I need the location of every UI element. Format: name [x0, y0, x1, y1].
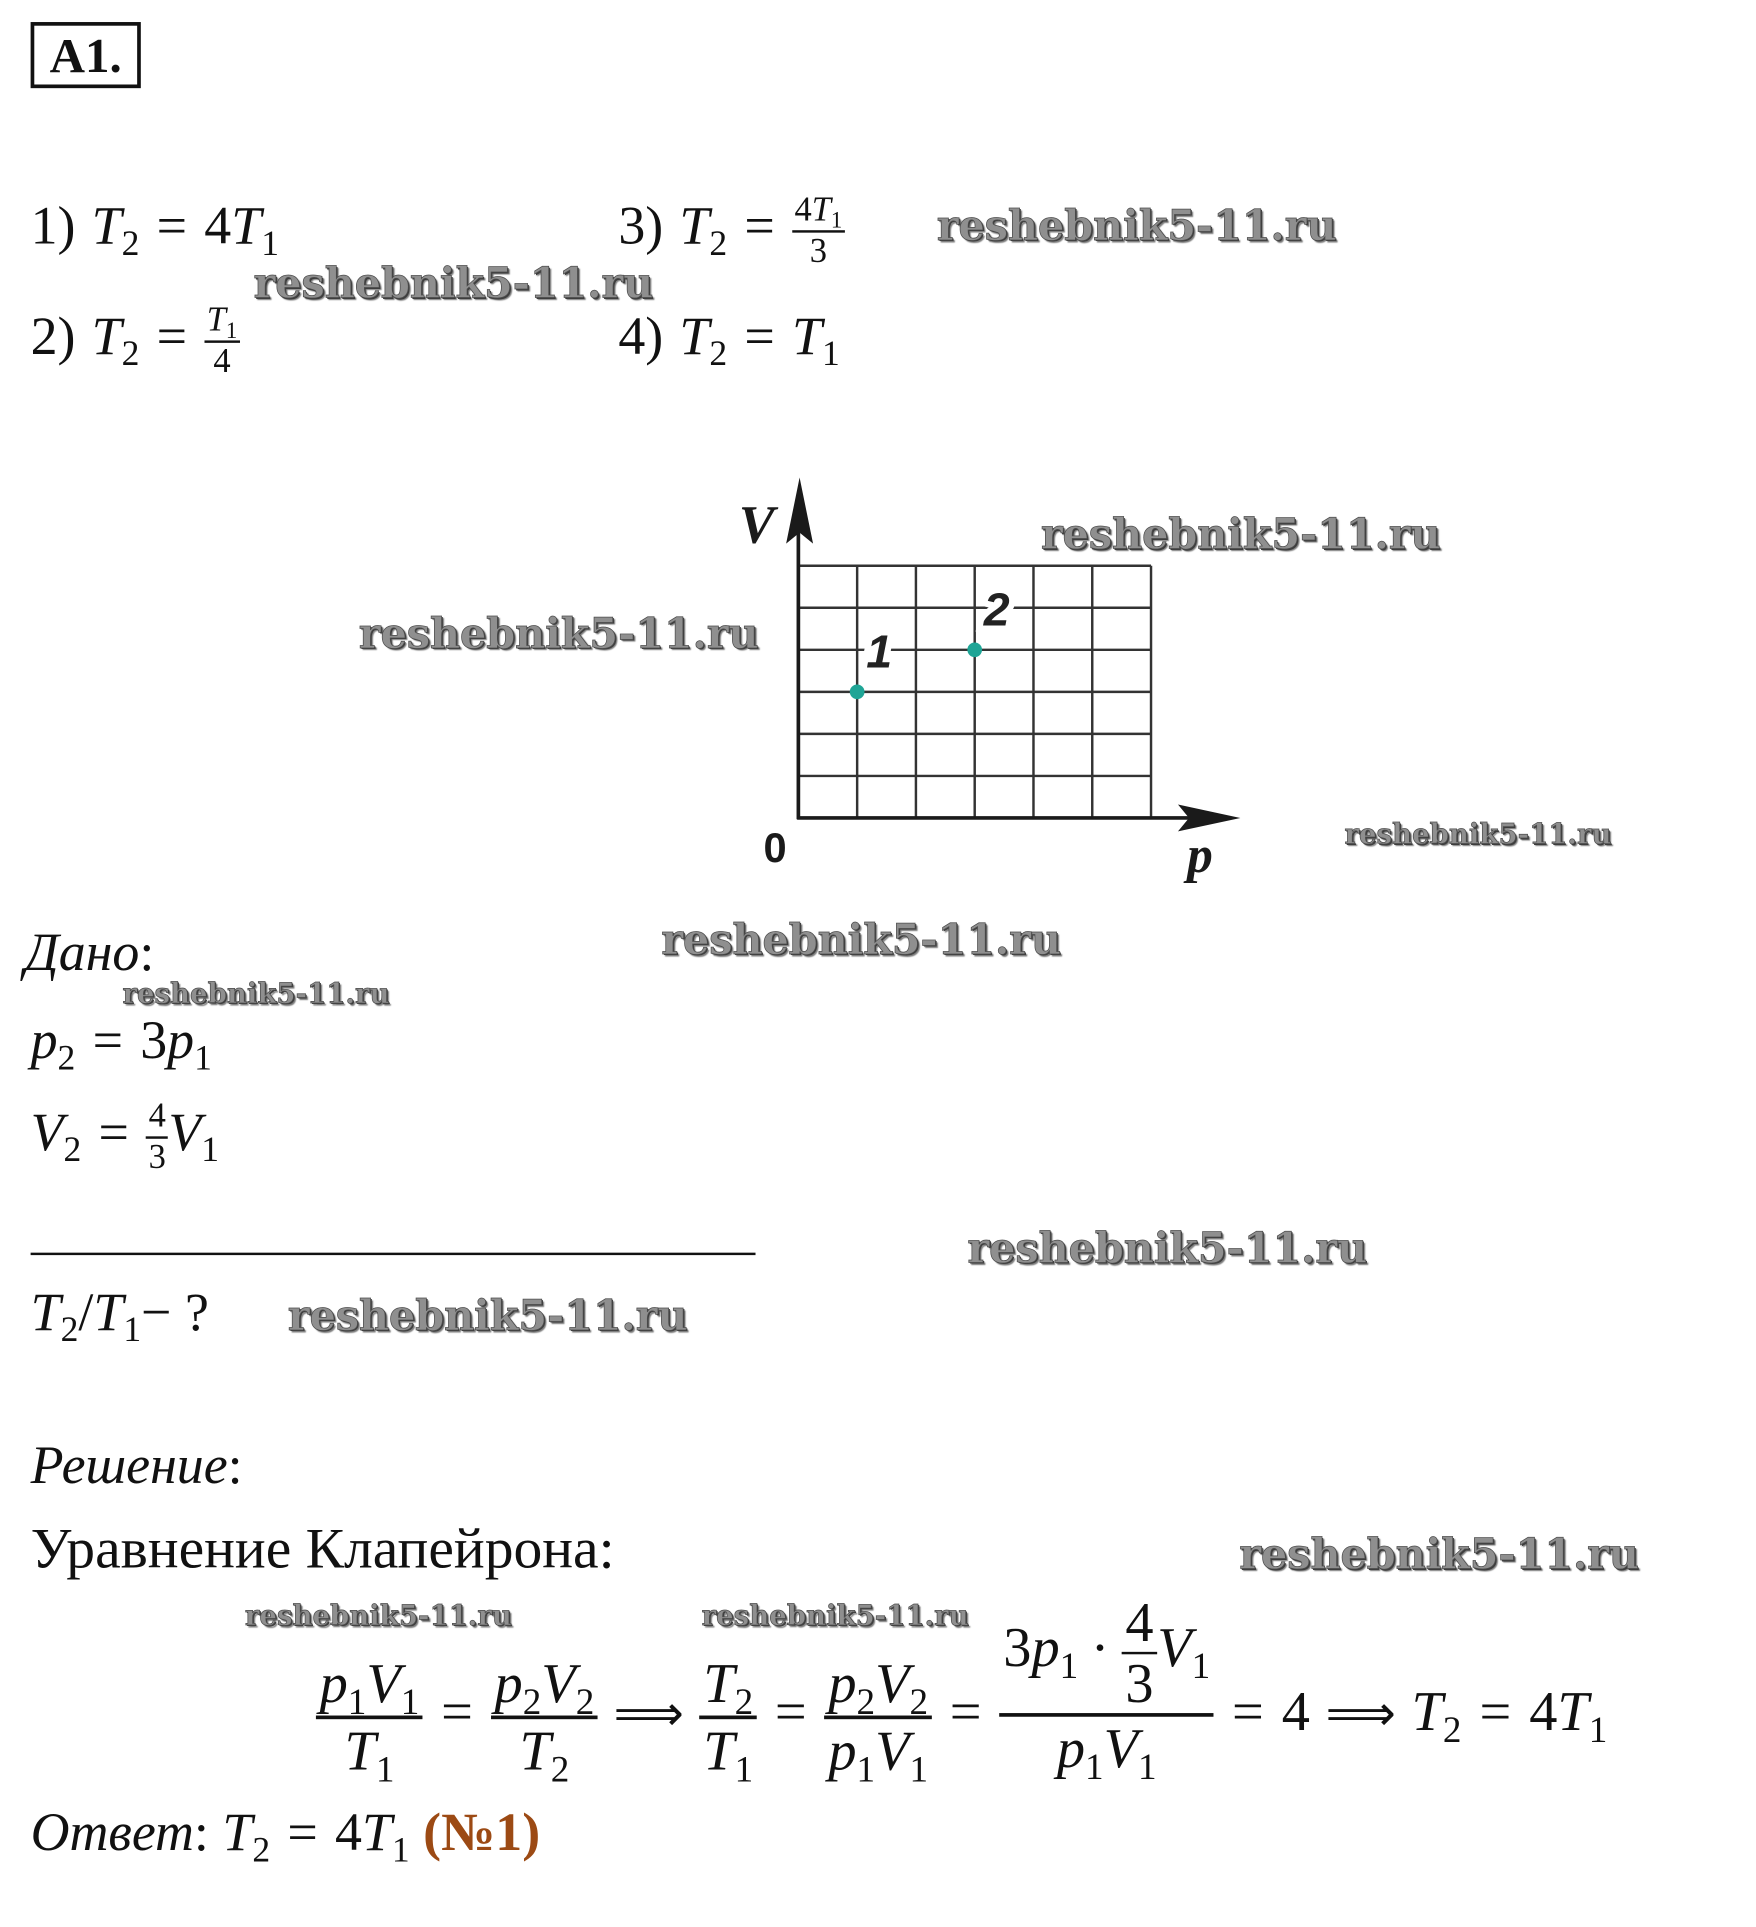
volume-rhs-variable: V: [168, 1102, 202, 1163]
option-2-numerator-variable: T: [206, 300, 226, 339]
option-3-numerator-coefficient: 4: [794, 190, 812, 229]
ratio-value: 4: [1281, 1680, 1310, 1743]
term-coefficient: 3: [1003, 1615, 1032, 1679]
answer-label: Ответ: [30, 1802, 194, 1863]
option-1-equals: =: [156, 195, 188, 256]
solution-heading-text: Решение: [30, 1435, 228, 1496]
option-1-variable-subscript: 2: [121, 224, 140, 264]
equation-fraction-2-numerator: [491, 1652, 598, 1723]
pressure-lhs-variable: p: [30, 1010, 58, 1071]
option-1-number: 1): [30, 195, 76, 256]
volume-lhs-subscript: 2: [63, 1130, 82, 1170]
option-3-fraction-denominator: 3: [809, 232, 828, 271]
find-slash: /: [78, 1282, 94, 1343]
term-variable: V: [1103, 1716, 1139, 1780]
option-2-variable-subscript: 2: [121, 334, 140, 374]
watermark: reshebnik5-11.ru: [936, 202, 1337, 252]
result-subscript: 2: [1442, 1709, 1462, 1751]
option-4-rhs-variable: T: [792, 306, 823, 367]
origin-label: 0: [763, 824, 787, 872]
option-2-fraction: [204, 302, 239, 381]
term-variable: T: [344, 1719, 376, 1782]
state-points: [850, 583, 1010, 699]
answer-variable: T: [222, 1802, 253, 1863]
find-numerator-subscript: 2: [60, 1310, 79, 1350]
term-variable: T: [703, 1652, 735, 1715]
pressure-rhs-subscript: 1: [194, 1038, 212, 1078]
equation-fraction-5-denominator: [1057, 1717, 1157, 1840]
term-subscript: 1: [347, 1681, 367, 1723]
option-3-fraction-numerator: [792, 192, 845, 233]
term-subscript: 1: [734, 1748, 754, 1790]
option-2-fraction-denominator: 4: [213, 342, 231, 381]
answer-choice: (№1): [423, 1802, 541, 1863]
equation-fraction-5-numerator: [1000, 1590, 1214, 1716]
watermark: reshebnik5-11.ru: [253, 259, 654, 309]
term-subscript: 2: [734, 1681, 754, 1723]
option-2: [31, 263, 240, 410]
x-axis-label: p: [1187, 826, 1213, 884]
volume-fraction-denominator: 3: [148, 1138, 166, 1177]
equation-fraction-4-numerator: [825, 1652, 932, 1723]
option-1-coefficient: 4: [204, 195, 232, 256]
option-2-variable: T: [91, 306, 122, 367]
option-3-fraction: [792, 192, 845, 271]
option-1-rhs-subscript: 1: [261, 224, 279, 264]
term-variable: V: [875, 1719, 910, 1782]
pressure-rhs-variable: p: [167, 1010, 195, 1071]
option-2-equals: =: [156, 306, 188, 367]
equation-fraction-5: [1000, 1590, 1214, 1840]
option-4-equals: =: [744, 306, 775, 367]
find-denominator-subscript: 1: [123, 1310, 142, 1350]
answer-rhs-subscript: 1: [391, 1830, 410, 1871]
term-variable: V: [1157, 1615, 1192, 1679]
option-2-numerator-subscript: 1: [225, 317, 238, 344]
term-variable: p: [828, 1719, 857, 1782]
equation-fraction-4: [825, 1652, 932, 1790]
find-denominator-variable: T: [93, 1282, 124, 1343]
option-1-rhs-variable: T: [231, 195, 262, 256]
given-volume: [31, 1059, 219, 1206]
term-variable: p: [1056, 1716, 1086, 1780]
problem-label: A1.: [31, 22, 141, 88]
watermark: reshebnik5-11.ru: [1344, 819, 1612, 852]
equation-fraction-4-denominator: [828, 1719, 929, 1790]
answer-coefficient: 4: [335, 1802, 362, 1863]
answer-colon: :: [193, 1802, 209, 1863]
equals-sign: =: [1479, 1680, 1512, 1743]
term-subscript: 1: [1191, 1644, 1211, 1687]
term-subscript: 1: [909, 1748, 929, 1790]
result-rhs-subscript: 1: [1588, 1709, 1608, 1751]
implies-arrow-icon: ⟹: [613, 1686, 684, 1743]
find-numerator-variable: T: [30, 1282, 61, 1343]
result-variable: T: [1411, 1680, 1443, 1743]
nested-fraction-numerator: 4: [1122, 1594, 1158, 1654]
option-3-equals: =: [744, 195, 775, 256]
solution-intro: Уравнение Клапейрона:: [30, 1517, 615, 1581]
find-suffix: − ?: [141, 1282, 209, 1343]
volume-rhs-subscript: 1: [201, 1130, 220, 1170]
option-2-fraction-numerator: [204, 302, 239, 343]
nested-fraction: [1122, 1590, 1158, 1715]
term-variable: T: [519, 1719, 551, 1782]
term-variable: V: [541, 1652, 576, 1715]
term-subscript: 1: [1138, 1745, 1157, 1788]
state-point-label: 1: [866, 625, 893, 678]
watermark: reshebnik5-11.ru: [967, 1224, 1367, 1274]
equation-fraction-3: [700, 1652, 757, 1790]
option-3-numerator-subscript: 1: [830, 207, 843, 234]
term-subscript: 1: [856, 1748, 876, 1790]
equation-fraction-3-denominator: [703, 1719, 754, 1790]
equals-sign: =: [441, 1680, 473, 1743]
term-subscript: 2: [575, 1681, 595, 1723]
answer-variable-subscript: 2: [252, 1830, 271, 1871]
state-point-2: [967, 642, 982, 657]
term-variable: p: [1031, 1615, 1060, 1679]
option-4-variable-subscript: 2: [709, 334, 728, 374]
volume-equals: =: [98, 1102, 129, 1163]
watermark: reshebnik5-11.ru: [1040, 510, 1441, 560]
watermark: reshebnik5-11.ru: [1239, 1530, 1639, 1580]
term-variable: p: [494, 1652, 523, 1715]
option-3-variable: T: [679, 195, 710, 256]
term-subscript: 1: [400, 1681, 420, 1723]
term-variable: p: [319, 1652, 348, 1715]
volume-fraction: [146, 1098, 168, 1177]
term-subscript: 2: [909, 1681, 929, 1723]
state-point-1: [850, 684, 865, 699]
term-subscript: 2: [550, 1748, 570, 1790]
answer-equals: =: [287, 1802, 318, 1863]
equals-sign: =: [774, 1680, 807, 1743]
equation-fraction-3-numerator: [700, 1652, 757, 1723]
implies-arrow-icon: ⟹: [1325, 1686, 1396, 1743]
option-4-number: 4): [618, 306, 664, 367]
y-axis-label: V: [738, 494, 775, 555]
answer-rhs-variable: T: [361, 1802, 392, 1863]
pressure-coefficient: 3: [140, 1010, 168, 1071]
pressure-equals: =: [92, 1010, 123, 1071]
solution-heading-colon: :: [227, 1435, 243, 1496]
term-variable: T: [703, 1719, 735, 1782]
term-subscript: 1: [375, 1748, 395, 1790]
watermark: reshebnik5-11.ru: [244, 1600, 512, 1633]
term-subscript: 2: [522, 1681, 542, 1723]
term-variable: V: [875, 1652, 910, 1715]
watermark: reshebnik5-11.ru: [701, 1600, 969, 1633]
watermark: reshebnik5-11.ru: [358, 609, 759, 659]
option-2-number: 2): [30, 306, 76, 367]
term-variable: V: [366, 1652, 401, 1715]
nested-fraction-denominator: 3: [1125, 1651, 1154, 1715]
watermark: reshebnik5-11.ru: [287, 1291, 688, 1341]
option-3-number: 3): [618, 195, 664, 256]
multiplication-dot: ·: [1090, 1615, 1110, 1679]
equals-sign: =: [949, 1680, 982, 1743]
term-subscript: 1: [1085, 1745, 1104, 1788]
watermark: reshebnik5-11.ru: [661, 915, 1061, 965]
answer-line: [31, 1760, 541, 1907]
option-4-variable: T: [679, 306, 710, 367]
state-point-label: 2: [983, 583, 1010, 636]
option-1-variable: T: [91, 195, 122, 256]
equation-fraction-1-numerator: [316, 1652, 423, 1723]
term-subscript: 2: [856, 1681, 876, 1723]
given-heading-colon: :: [139, 922, 155, 983]
equals-sign: =: [1231, 1680, 1264, 1743]
result-coefficient: 4: [1529, 1680, 1558, 1743]
term-subscript: 1: [1059, 1644, 1079, 1687]
option-4-rhs-subscript: 1: [822, 334, 840, 374]
volume-fraction-numerator: 4: [146, 1098, 168, 1139]
option-3-numerator-variable: T: [811, 190, 831, 229]
term-variable: p: [828, 1652, 857, 1715]
pressure-lhs-subscript: 2: [57, 1038, 76, 1078]
result-rhs-variable: T: [1557, 1680, 1589, 1743]
given-heading-text: Дано: [24, 922, 140, 983]
volume-lhs-variable: V: [30, 1102, 64, 1163]
find-quantity: [31, 1239, 209, 1386]
watermark: reshebnik5-11.ru: [122, 978, 390, 1011]
option-3-variable-subscript: 2: [709, 224, 728, 264]
